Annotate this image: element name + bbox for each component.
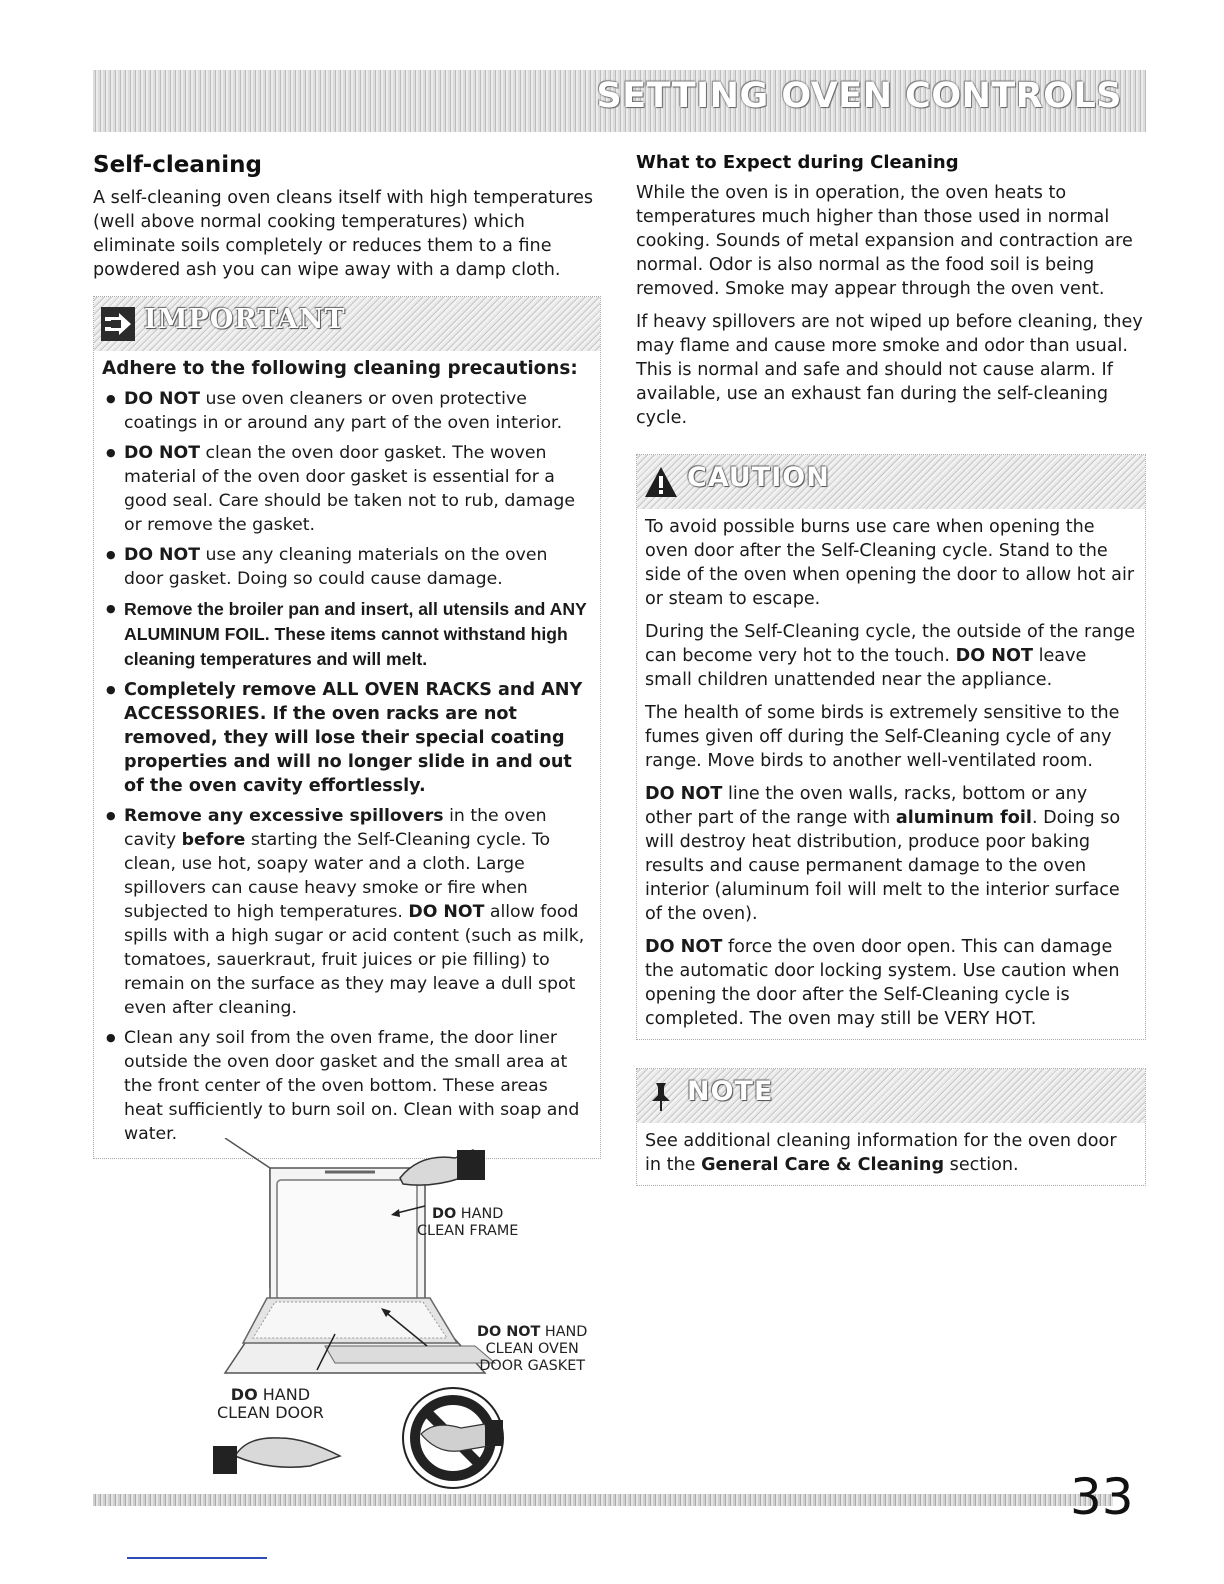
item-text: Completely remove ALL OVEN RACKS and ANY ACCESSORIES. If the oven racks are not removed, they will lose their special coating properties and will no longer slide in and out of the oven cavity effortlessly. bbox=[124, 680, 583, 796]
item-text: in the oven cavity bbox=[124, 806, 547, 850]
note-box bbox=[636, 1068, 1146, 1186]
expect-paragraph-2: If heavy spillovers are not wiped up before cleaning, they may flame and cause more smoke and odor than usual. This is normal and safe and should not cause alarm. If available, use an exhaust fan during the self-cleaning cycle. bbox=[636, 312, 1143, 428]
footer-bar bbox=[93, 1494, 1113, 1506]
important-header bbox=[94, 297, 600, 351]
note-emphasis: General Care & Cleaning bbox=[701, 1155, 945, 1175]
callout-emphasis: DO bbox=[230, 1385, 258, 1404]
oven-cleaning-illustration bbox=[195, 1138, 615, 1498]
caution-text: leave small children unattended near the appliance. bbox=[645, 646, 1087, 690]
caution-emphasis: aluminum foil bbox=[895, 808, 1032, 828]
caution-emphasis: DO NOT bbox=[955, 646, 1033, 666]
list-item bbox=[102, 597, 592, 672]
page-header-bar bbox=[93, 70, 1146, 132]
arrow-right-icon bbox=[101, 307, 135, 341]
item-emphasis: DO NOT bbox=[408, 902, 485, 922]
callout-emphasis: DO bbox=[432, 1206, 457, 1222]
caution-text: . Doing so will destroy heat distribution, produce poor baking results and cause permanent damage to the oven interior (aluminum foil will melt to the interior surface of the oven). bbox=[645, 808, 1121, 924]
caution-text: force the oven door open. This can damage the automatic door locking system. Use caution when opening the door after the Self-Cleaning cycle is completed. The oven may still be VERY HOT. bbox=[645, 937, 1120, 1029]
caution-text: During the Self-Cleaning cycle, the outside of the range can become very hot to the touch. bbox=[645, 622, 1136, 666]
page-title: SETTING OVEN CONTROLS bbox=[596, 76, 1122, 116]
right-column bbox=[636, 152, 1146, 1186]
caution-paragraph-2 bbox=[645, 620, 1137, 692]
list-item bbox=[102, 678, 592, 798]
caution-paragraph-5 bbox=[645, 935, 1137, 1031]
callout-clean-frame bbox=[417, 1206, 518, 1240]
caution-emphasis: DO NOT bbox=[645, 784, 723, 804]
caution-paragraph-3: The health of some birds is extremely sensitive to the fumes given off during the Self-Cleaning cycle of any range. Move birds to another well-ventilated room. bbox=[645, 703, 1120, 771]
section-title-self-cleaning: Self-cleaning bbox=[93, 152, 262, 178]
item-lead: DO NOT bbox=[124, 389, 200, 409]
note-label: NOTE bbox=[687, 1076, 774, 1107]
caution-header bbox=[637, 455, 1145, 509]
self-cleaning-intro: A self-cleaning oven cleans itself with high temperatures (well above normal cooking temperatures) which eliminate soils completely or reduces them to a fine powdered ash you can wipe away with a damp cloth. bbox=[93, 188, 594, 280]
caution-paragraph-1: To avoid possible burns use care when opening the oven door after the Self-Cleaning cycle. Stand to the side of the oven when opening the door to allow hot air or steam to escape. bbox=[645, 517, 1135, 609]
note-text-part: section. bbox=[944, 1155, 1019, 1175]
pushpin-icon bbox=[644, 1079, 678, 1113]
note-text-part: See additional cleaning information for the oven door in the bbox=[645, 1131, 1117, 1175]
caution-paragraph-4 bbox=[645, 782, 1137, 926]
callout-text: HAND bbox=[456, 1206, 504, 1222]
list-item bbox=[102, 1026, 592, 1146]
item-text: Clean any soil from the oven frame, the door liner outside the oven door gasket and the small area at the front center of the oven bottom. These areas heat sufficiently to burn soil on. Clean with soap and water. bbox=[124, 1028, 580, 1144]
callout-door-gasket bbox=[477, 1324, 587, 1375]
link-underline bbox=[127, 1557, 267, 1559]
caution-label: CAUTION bbox=[687, 462, 830, 493]
note-text bbox=[645, 1129, 1137, 1177]
important-box bbox=[93, 296, 601, 1159]
callout-text: HAND bbox=[257, 1385, 311, 1404]
page-number: 33 bbox=[1070, 1468, 1134, 1526]
expect-paragraph-1: While the oven is in operation, the oven heats to temperatures much higher than those used in normal cooking. Sounds of metal expansion and contraction are normal. Odor is also normal as the food soil is being removed. Smoke may appear through the oven vent. bbox=[636, 183, 1133, 299]
list-item bbox=[102, 543, 592, 591]
list-item bbox=[102, 387, 592, 435]
item-text: starting the Self-Cleaning cycle. To clean, use hot, soapy water and a cloth. Large spillovers can cause heavy smoke or fire when subjected to high temperatures. bbox=[124, 830, 551, 922]
section-title-what-to-expect: What to Expect during Cleaning bbox=[636, 152, 959, 173]
item-lead: DO NOT bbox=[124, 443, 200, 463]
callout-text: CLEAN OVEN bbox=[485, 1341, 579, 1357]
callout-emphasis: DO NOT bbox=[477, 1324, 541, 1340]
warning-triangle-icon bbox=[644, 465, 678, 499]
caution-emphasis: DO NOT bbox=[645, 937, 723, 957]
left-column bbox=[93, 152, 601, 1159]
important-intro: Adhere to the following cleaning precautions: bbox=[102, 358, 578, 379]
caution-box bbox=[636, 454, 1146, 1040]
precautions-list bbox=[102, 387, 592, 1146]
list-item bbox=[102, 441, 592, 537]
item-text: allow food spills with a high sugar or acid content (such as milk, tomatoes, sauerkraut, fruit juices or pie filling) to remain on the surface as they may leave a dull spot even after cleaning. bbox=[124, 902, 585, 1018]
callout-text: DOOR GASKET bbox=[479, 1358, 586, 1374]
note-header bbox=[637, 1069, 1145, 1123]
oven-drawing bbox=[195, 1138, 615, 1498]
item-text: use oven cleaners or oven protective coatings in or around any part of the oven interior. bbox=[124, 389, 563, 433]
item-lead: DO NOT bbox=[124, 545, 200, 565]
item-text: Remove the broiler pan and insert, all utensils and ANY ALUMINUM FOIL. These items cannot withstand high cleaning temperatures and will melt. bbox=[124, 599, 587, 669]
callout-text: HAND bbox=[540, 1324, 588, 1340]
callout-text: CLEAN DOOR bbox=[217, 1403, 324, 1422]
callout-clean-door bbox=[217, 1386, 324, 1422]
caution-text: line the oven walls, racks, bottom or any other part of the range with bbox=[645, 784, 1088, 828]
callout-text: CLEAN FRAME bbox=[417, 1223, 519, 1239]
important-label: IMPORTANT bbox=[144, 304, 346, 335]
item-emphasis: before bbox=[181, 830, 246, 850]
list-item bbox=[102, 804, 592, 1020]
item-lead: Remove any excessive spillovers bbox=[124, 806, 444, 826]
item-text: clean the oven door gasket. The woven material of the oven door gasket is essential for a good seal. Care should be taken not to rub, damage or remove the gasket. bbox=[124, 443, 576, 535]
item-text: use any cleaning materials on the oven door gasket. Doing so could cause damage. bbox=[124, 545, 548, 589]
